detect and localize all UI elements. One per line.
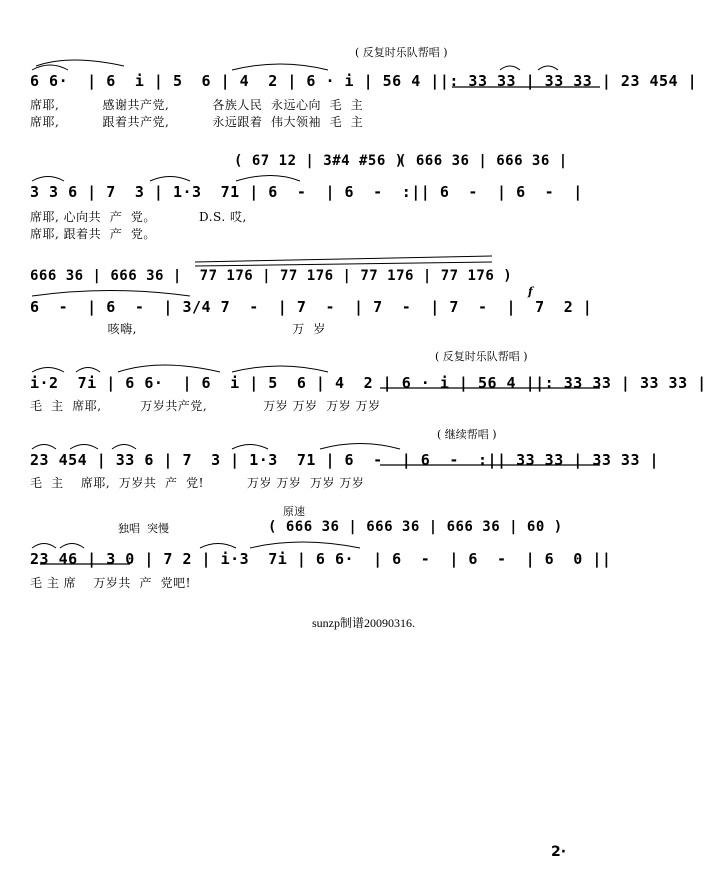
instrumental-line: ( 666 36 | 666 36 | 666 36 | 60 ) <box>268 519 563 535</box>
slur-mark <box>32 368 64 373</box>
annotation-continue: ( 继续帮唱 ) <box>437 428 497 441</box>
page-number: 2· <box>551 844 567 860</box>
lyric-line: 毛 主 席耶, 万岁共 产 党! 万岁 万岁 万岁 万岁 <box>30 476 365 490</box>
lyric-line: 席耶, 跟着共 产 党。 <box>30 227 156 241</box>
annotation-band-repeat: ( 反复时乐队帮唱 ) <box>355 46 448 59</box>
slur-mark <box>76 368 100 373</box>
slur-mark <box>32 544 56 549</box>
slur-mark <box>538 66 558 70</box>
notation-line: 23 454 | 33 6 | 7 3 | 1·3 71 | 6 - | 6 - :|| 33 33 | 33 33 | <box>30 451 660 469</box>
notation-line: 6 - | 6 - | 3/4 7 - | 7 - | 7 - | 7 - | 7 2 | <box>30 298 593 316</box>
slur-mark <box>60 544 84 549</box>
lyric-line: 咳嗨, 万 岁 <box>30 322 326 336</box>
slur-mark <box>70 445 98 450</box>
slur-mark <box>200 544 236 549</box>
instrumental-interlude: ( 67 12 | 3#4 #56 ) <box>234 153 404 169</box>
slur-mark <box>112 445 136 450</box>
lyric-line: 席耶, 心向共 产 党。 D.S. 哎, <box>30 210 247 224</box>
annotation-band-repeat: ( 反复时乐队帮唱 ) <box>435 350 528 363</box>
notation-line: 23 46 | 3 0 | 7 2 | i·3 7i | 6 6· | 6 - | 6 - | 6 0 || <box>30 550 612 568</box>
slur-mark <box>32 445 56 450</box>
notation-line: 6 6· | 6 i | 5 6 | 4 2 | 6 · i | 56 4 ||: 33 33 | 33 33 | 23 454 | <box>30 72 698 90</box>
slur-mark <box>250 542 360 548</box>
slur-mark <box>32 291 190 297</box>
credit-line: sunzp制谱20090316. <box>312 616 415 630</box>
solo-marking: 独唱 突慢 <box>118 522 169 535</box>
slur-mark <box>32 177 64 182</box>
slur-mark <box>232 445 268 450</box>
tempo-marking: 原速 <box>283 505 305 518</box>
slur-mark <box>236 176 300 182</box>
instrumental-interlude: ( 666 36 | 666 36 | <box>398 153 568 169</box>
notation-line: i·2 7i | 6 6· | 6 i | 5 6 | 4 2 | 6 · i | 56 4 ||: 33 33 | 33 33 | <box>30 374 707 392</box>
slur-mark <box>118 365 220 372</box>
lyric-line: 席耶, 感谢共产党, 各族人民 永远心向 毛 主 <box>30 98 364 112</box>
notation-line: 3 3 6 | 7 3 | 1·3 71 | 6 - | 6 - :|| 6 - | 6 - | <box>30 183 583 201</box>
instrumental-line: 666 36 | 666 36 | 77 176 | 77 176 | 77 176 | 77 176 ) <box>30 268 513 284</box>
lyric-line: 席耶, 跟着共产党, 永远跟着 伟大领袖 毛 主 <box>30 115 364 129</box>
lyric-line: 毛 主 席耶, 万岁共产党, 万岁 万岁 万岁 万岁 <box>30 399 381 413</box>
slur-mark <box>232 64 328 70</box>
slur-mark <box>150 177 190 182</box>
slur-mark <box>232 366 328 372</box>
lyric-line: 毛 主 席 万岁共 产 党吧! <box>30 576 191 590</box>
slur-mark <box>320 444 400 450</box>
slur-mark <box>500 66 520 70</box>
dynamic-forte: f <box>528 285 533 298</box>
tie-line <box>195 256 492 262</box>
tie-line <box>195 262 492 266</box>
